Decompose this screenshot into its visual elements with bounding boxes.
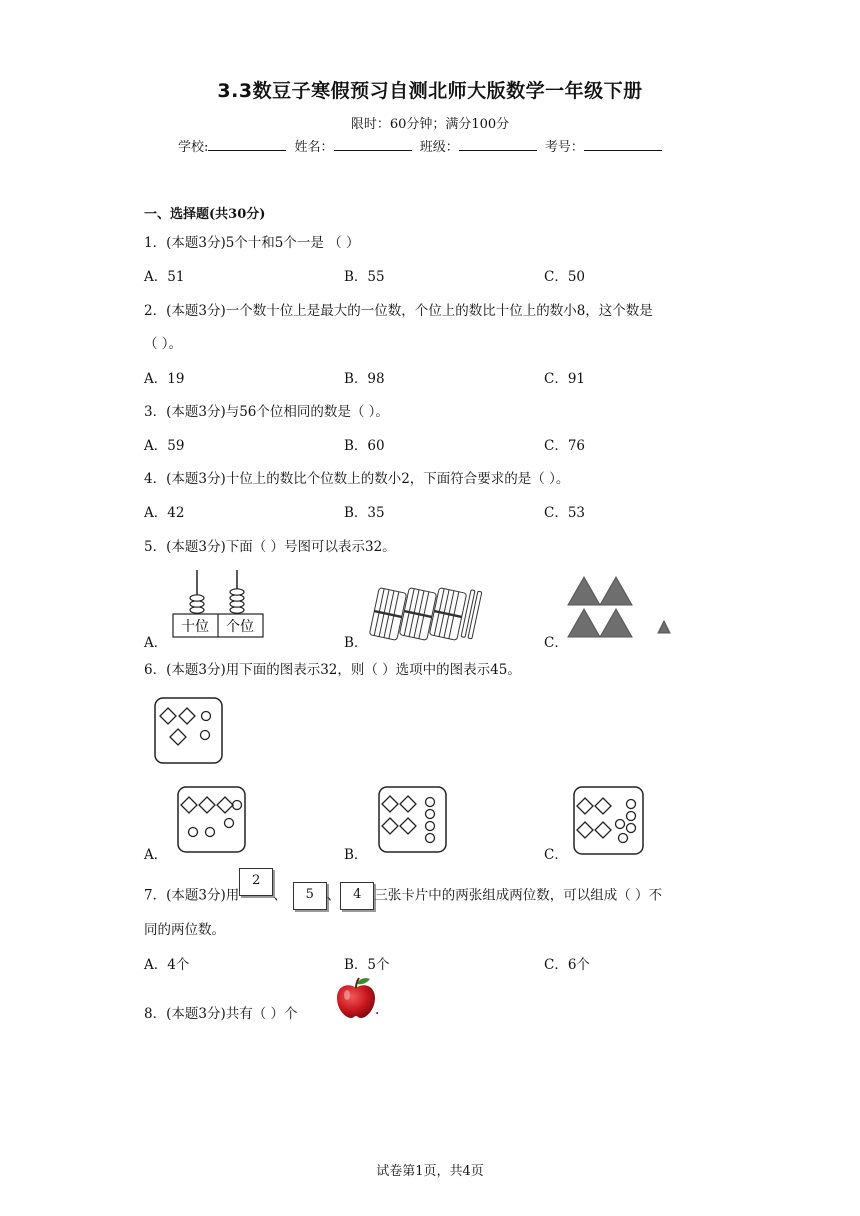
student-info-line xyxy=(178,136,666,155)
class-label: 班级： xyxy=(419,140,459,155)
school-blank[interactable] xyxy=(208,138,286,151)
q1-option-a[interactable]: A．51 xyxy=(144,269,185,285)
school-label: 学校: xyxy=(178,140,209,155)
stick-bundles-figure xyxy=(368,586,490,642)
q6-figure-b xyxy=(378,786,448,854)
question-7 xyxy=(144,873,663,910)
time-limit: 限时：60分钟；满分100分 xyxy=(350,117,510,132)
card-4: 4 xyxy=(340,882,374,910)
q7-sep-2: 、 xyxy=(326,887,341,904)
page-footer: 试卷第1页，共4页 xyxy=(376,1164,484,1179)
question-8 xyxy=(144,1002,298,1022)
question-4: 4．(本题3分)十位上的数比个位数上的数小2，下面符合要求的是（ ）。 xyxy=(144,471,570,487)
q6-figure-c xyxy=(573,786,645,856)
triangles-figure xyxy=(566,575,676,641)
q7-option-b[interactable]: B．5个 xyxy=(344,957,390,973)
q8-text: 8．(本题3分)共有（ ）个 xyxy=(144,1006,298,1022)
abacus-figure xyxy=(170,568,266,640)
q3-option-c[interactable]: C．76 xyxy=(544,438,586,454)
q7-sep-1: 、 xyxy=(273,887,287,904)
exam-no-label: 考号： xyxy=(544,140,584,155)
q1-option-b[interactable]: B．55 xyxy=(344,269,385,285)
question-2: 2．(本题3分)一个数十位上是最大的一位数，个位上的数比十位上的数小8，这个数是 xyxy=(144,303,653,319)
q6-option-c[interactable]: C． xyxy=(544,847,568,863)
q8-tail: . xyxy=(375,1002,380,1018)
question-5: 5．(本题3分)下面（ ）号图可以表示32。 xyxy=(144,539,396,555)
q5-option-b[interactable]: B． xyxy=(344,635,368,651)
page-title: 3.3数豆子寒假预习自测北师大版数学一年级下册 xyxy=(217,80,643,102)
question-3: 3．(本题3分)与56个位相同的数是（ ）。 xyxy=(144,404,389,420)
name-label: 姓名： xyxy=(294,140,334,155)
q7-text-a: 7．(本题3分)用 xyxy=(144,887,240,904)
q2-option-b[interactable]: B．98 xyxy=(344,371,385,387)
question-2-line2: （ ）。 xyxy=(144,336,183,352)
q6-option-a[interactable]: A． xyxy=(144,847,168,863)
q4-option-b[interactable]: B．35 xyxy=(344,505,385,521)
card-5: 5 xyxy=(293,882,327,910)
example-figure-32 xyxy=(154,697,224,765)
q6-option-b[interactable]: B． xyxy=(344,847,368,863)
q2-option-a[interactable]: A．19 xyxy=(144,371,185,387)
q2-option-c[interactable]: C．91 xyxy=(544,371,586,387)
q5-option-a[interactable]: A． xyxy=(144,635,168,651)
q1-option-c[interactable]: C．50 xyxy=(544,269,586,285)
q7-option-a[interactable]: A．4个 xyxy=(144,957,190,973)
question-1: 1．(本题3分)5个十和5个一是 （ ） xyxy=(144,235,360,251)
abacus-tens-label: 十位 xyxy=(181,619,209,635)
q7-text-b: 三张卡片中的两张组成两位数，可以组成（ ）不 xyxy=(374,887,663,904)
exam-no-blank[interactable] xyxy=(584,138,662,151)
card-2: 2 xyxy=(239,868,273,896)
name-blank[interactable] xyxy=(334,138,412,151)
q5-option-c[interactable]: C． xyxy=(544,635,568,651)
section-heading: 一、选择题(共30分) xyxy=(144,207,266,222)
q4-option-c[interactable]: C．53 xyxy=(544,505,586,521)
question-7-line2: 同的两位数。 xyxy=(144,922,225,938)
q3-option-b[interactable]: B．60 xyxy=(344,438,385,454)
q3-option-a[interactable]: A．59 xyxy=(144,438,185,454)
q4-option-a[interactable]: A．42 xyxy=(144,505,185,521)
question-6: 6．(本题3分)用下面的图表示32，则（ ）选项中的图表示45。 xyxy=(144,662,521,678)
q6-figure-a xyxy=(177,786,247,854)
abacus-ones-label: 个位 xyxy=(226,619,254,635)
q7-option-c[interactable]: C．6个 xyxy=(544,957,590,973)
apple-icon xyxy=(334,976,378,1020)
class-blank[interactable] xyxy=(459,138,537,151)
